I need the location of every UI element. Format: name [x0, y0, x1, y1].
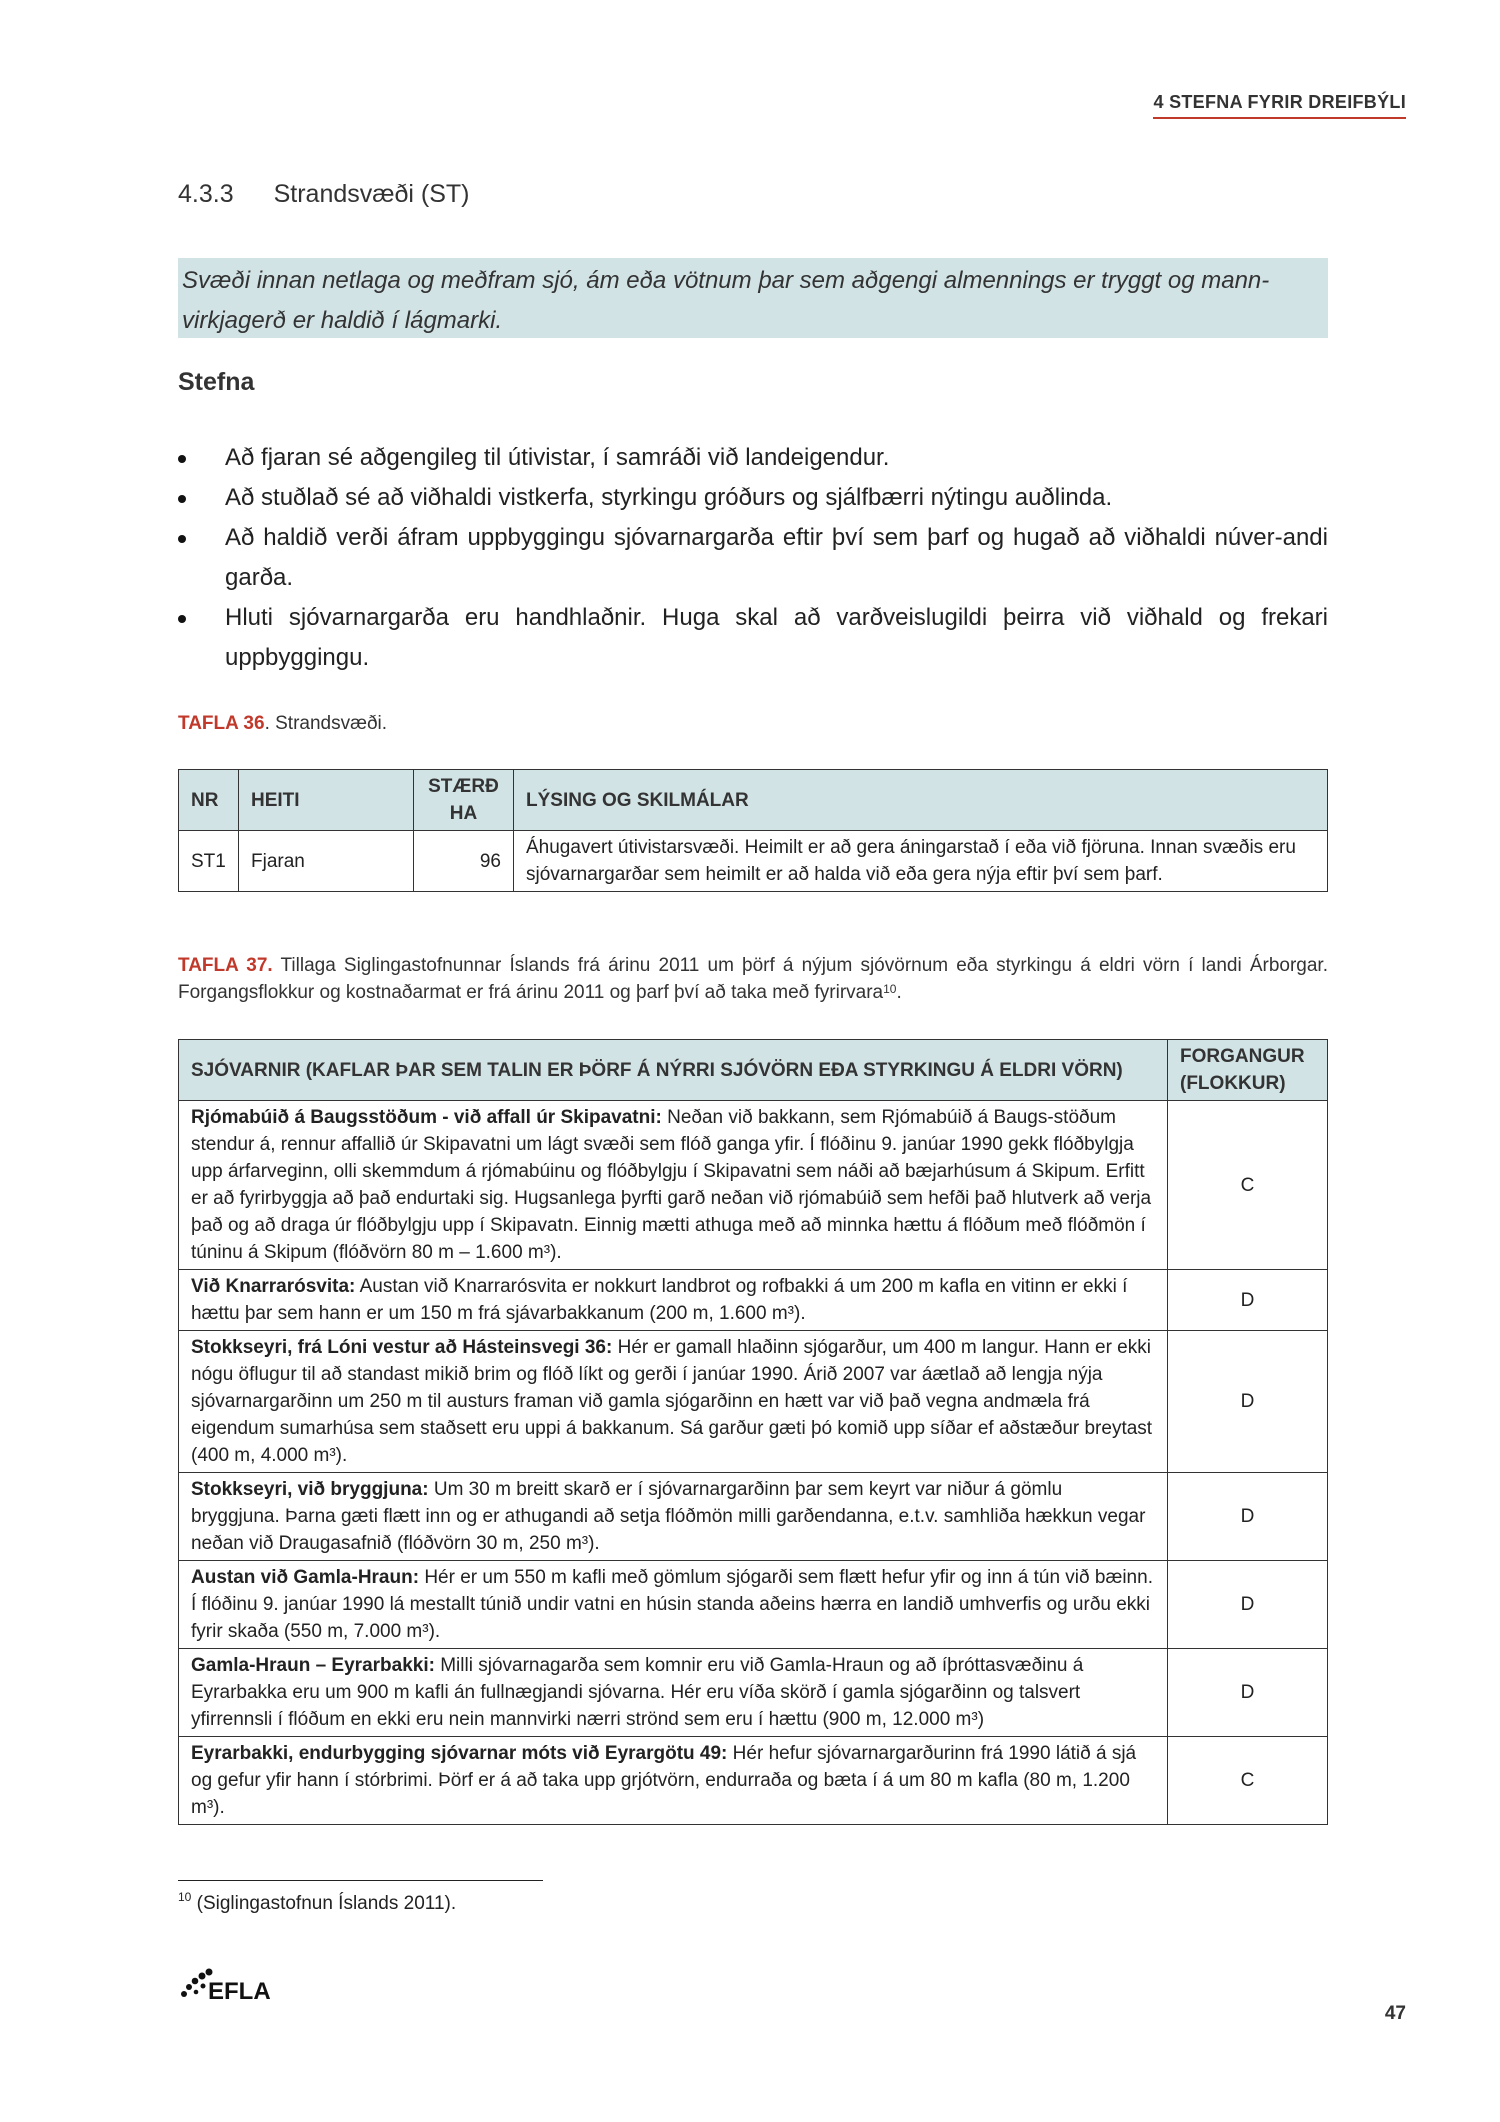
- table37: [178, 1039, 1328, 1825]
- bullet-icon: [178, 535, 186, 543]
- cell-staerd: 96: [414, 831, 514, 892]
- col-header-description: SJÓVARNIR (KAFLAR ÞAR SEM TALIN ER ÞÖRF Á NÝRRI SJÓVÖRN EÐA STYRKINGU Á ELDRI VÖRN): [179, 1040, 1168, 1101]
- table37-caption-text: Tillaga Siglingastofnunnar Íslands frá árinu 2011 um þörf á nýjum sjóvörnum eða styrkingu á eldri vörn í landi Árborgar. Forgangsflokkur og kostnaðarmat er frá árinu 2011 og þarf því að taka með fyrirvara: [178, 955, 1328, 1003]
- table37-caption: TAFLA 37. Tillaga Siglingastofnunnar Íslands frá árinu 2011 um þörf á nýjum sjóvörnum eða styrkingu á eldri vörn í landi Árborgar. Forgangsflokkur og kostnaðarmat er frá árinu 2011 og þarf því að taka með fyrirvara$^{10}$.: [178, 955, 1328, 1003]
- definition-box: Svæði innan netlaga og meðfram sjó, ám eða vötnum þar sem aðgengi almennings er tryggt og mann-virkjagerð er haldið í lágmarki.: [178, 258, 1328, 338]
- svg-text:EFLA: EFLA: [208, 1978, 271, 2002]
- footnote-ref: 10: [883, 982, 897, 996]
- chapter-header: 4 STEFNA FYRIR DREIFBÝLI: [1153, 92, 1406, 119]
- footnote-divider: [178, 1880, 543, 1881]
- list-item: Að haldið verði áfram uppbyggingu sjóvarnargarða eftir því sem þarf og hugað að viðhaldi núver-andi garða.: [178, 518, 1328, 598]
- cell-description: Stokkseyri, frá Lóni vestur að Hásteinsvegi 36: Hér er gamall hlaðinn sjógarður, um 400 m langur. Hann er ekki nógu öflugur til að standast mikið brim og flóð líkt og gerði í janúar 1990. Árið 2007 var áætlað að lengja nýja sjóvarnargarðinn um 250 m til austurs framan við gamla sjógarðinn en hætt var við það vegna andmæla frá eigendum sumarhúsa sem staðsett eru uppi á bakkanum. Sá garður gæti þó komið upp síðar ef aðstæður breytast (400 m, 4.000 m³).: [179, 1331, 1168, 1473]
- col-header-staerd: STÆRÐ HA: [414, 770, 514, 831]
- cell-priority: D: [1168, 1561, 1328, 1649]
- table-row: [179, 831, 1328, 892]
- col-header-lysing: LÝSING OG SKILMÁLAR: [514, 770, 1328, 831]
- section-heading: [178, 180, 470, 209]
- cell-description: Gamla-Hraun – Eyrarbakki: Milli sjóvarnagarða sem komnir eru við Gamla-Hraun og að íþróttasvæðinu á Eyrarbakka eru um 900 m kafli án fullnægjandi sjóvarna. Hér eru víða skörð í gamla sjógarðinn og talsvert yfirrennsli í flóðum en ekki eru nein mannvirki nærri strönd sem eru í hættu (900 m, 12.000 m³): [179, 1649, 1168, 1737]
- footnote-text: (Siglingastofnun Íslands 2011).: [191, 1893, 457, 1914]
- table-row: [179, 1649, 1328, 1737]
- table37-caption-label: TAFLA 37.: [178, 955, 273, 976]
- table-row: [179, 1101, 1328, 1270]
- efla-logo: [178, 1968, 288, 2002]
- table-row: [179, 1561, 1328, 1649]
- footnote-number: 10: [178, 1890, 192, 1904]
- table-row: [179, 1473, 1328, 1561]
- section-title: Strandsvæði (ST): [273, 180, 470, 208]
- cell-priority: D: [1168, 1473, 1328, 1561]
- table36-caption: [178, 710, 1328, 737]
- list-item: Að fjaran sé aðgengileg til útivistar, í samráði við landeigendur.: [178, 438, 1328, 478]
- col-header-priority: FORGANGUR (FLOKKUR): [1168, 1040, 1328, 1101]
- col-header-nr: NR: [179, 770, 239, 831]
- table-header-row: [179, 1040, 1328, 1101]
- footnote: [178, 1890, 457, 1915]
- cell-description: Rjómabúið á Baugsstöðum - við affall úr Skipavatni: Neðan við bakkann, sem Rjómabúið á Baugs-stöðum stendur á, rennur affallið úr Skipavatni um lágt svæði sem flóð ganga yfir. Í flóðinu 9. janúar 1990 gekk flóðbylgja upp árfarveginn, olli skemmdum á rjómabúinu og flóðbylgju í Skipavatni sem náði að bæjarhúsum á Skipum. Erfitt er að fyrirbyggja að það endurtaki sig. Hugsanlega þyrfti garð neðan við rjómabúið sem hefði það hlutverk að verja það og að draga úr flóðbylgju upp í Skipavatn. Einnig mætti athuga með að minnka hættu á flóðum með flóðmön í túninu á Skipum (flóðvörn 80 m – 1.600 m³).: [179, 1101, 1168, 1270]
- bullet-icon: [178, 455, 186, 463]
- table36-caption-label: TAFLA 36: [178, 713, 265, 734]
- cell-priority: D: [1168, 1331, 1328, 1473]
- cell-priority: C: [1168, 1737, 1328, 1825]
- col-header-heiti: HEITI: [239, 770, 414, 831]
- cell-heiti: Fjaran: [239, 831, 414, 892]
- list-item: Að stuðlað sé að viðhaldi vistkerfa, styrkingu gróðurs og sjálfbærri nýtingu auðlinda.: [178, 478, 1328, 518]
- table-row: [179, 1331, 1328, 1473]
- page-number: 47: [1384, 2003, 1406, 2024]
- table36: [178, 769, 1328, 892]
- table36-caption-text: . Strandsvæði.: [264, 713, 388, 734]
- table-header-row: [179, 770, 1328, 831]
- efla-logo-icon: [178, 1968, 288, 2002]
- cell-description: Stokkseyri, við bryggjuna: Um 30 m breitt skarð er í sjóvarnargarðinn þar sem keyrt var niður á gömlu bryggjuna. Þarna gæti flætt inn og er athugandi að setja flóðmön milli garðendanna, e.t.v. samhliða hækkun vegar neðan við Draugasafnið (flóðvörn 30 m, 250 m³).: [179, 1473, 1168, 1561]
- cell-description: Við Knarrarósvita: Austan við Knarrarósvita er nokkurt landbrot og rofbakki á um 200 m kafla en vitinn er ekki í hættu þar sem hann er um 150 m frá sjávarbakkanum (200 m, 1.600 m³).: [179, 1270, 1168, 1331]
- cell-priority: C: [1168, 1101, 1328, 1270]
- cell-lysing: Áhugavert útivistarsvæði. Heimilt er að gera áningarstað í eða við fjöruna. Innan svæðis eru sjóvarnargarðar sem heimilt er að halda við eða gera nýja eftir því sem þarf.: [514, 831, 1328, 892]
- policy-bullet-list: [178, 438, 1328, 678]
- cell-description: Eyrarbakki, endurbygging sjóvarnar móts við Eyrargötu 49: Hér hefur sjóvarnargarðurinn frá 1990 látið á sjá og gefur yfir hann í stórbrimi. Þörf er á að taka upp grjótvörn, endurraða og bæta í á um 80 m kafla (80 m, 1.200 m³).: [179, 1737, 1168, 1825]
- section-number: 4.3.3: [178, 180, 234, 208]
- bullet-icon: [178, 615, 186, 623]
- cell-priority: D: [1168, 1649, 1328, 1737]
- list-item: Hluti sjóvarnargarða eru handhlaðnir. Huga skal að varðveislugildi þeirra við viðhald og frekari uppbyggingu.: [178, 598, 1328, 678]
- table-row: [179, 1737, 1328, 1825]
- cell-description: Austan við Gamla-Hraun: Hér er um 550 m kafli með gömlum sjógarði sem flætt hefur yfir og inn á tún við bæinn. Í flóðinu 9. janúar 1990 lá mestallt túnið undir vatni en húsin standa aðeins hærra en landið umhverfis og urðu ekki fyrir skaða (550 m, 7.000 m³).: [179, 1561, 1168, 1649]
- bullet-icon: [178, 495, 186, 503]
- cell-nr: ST1: [179, 831, 239, 892]
- table-row: [179, 1270, 1328, 1331]
- policy-heading: Stefna: [178, 368, 255, 396]
- cell-priority: D: [1168, 1270, 1328, 1331]
